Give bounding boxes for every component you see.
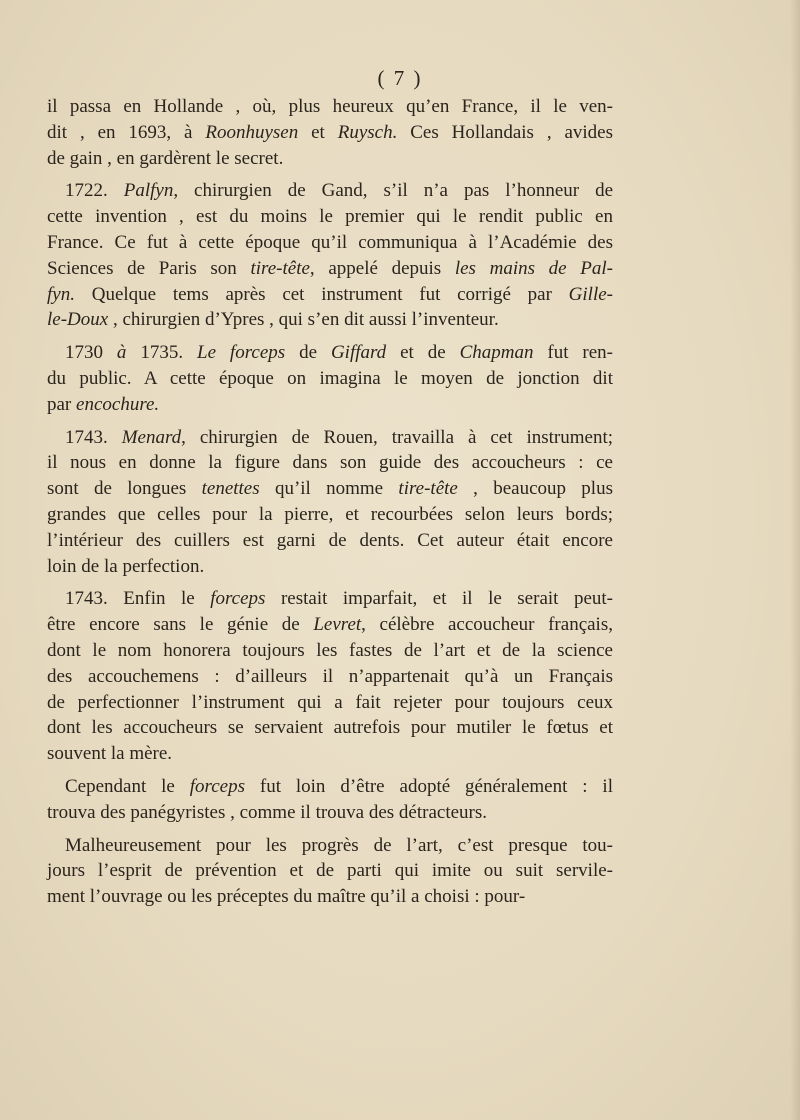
text-line: cette invention , est du moins le premier qui le rendit public en bbox=[47, 206, 613, 228]
text-line: grandes que celles pour la pierre, et recourbées selon leurs bords; bbox=[47, 503, 613, 525]
text-line: de gain , en gardèrent le secret. bbox=[47, 147, 284, 169]
italic-term: à bbox=[116, 342, 127, 364]
text-line: Cependant le forceps fut loin d’être adopté généralement : il bbox=[65, 775, 613, 797]
text-line: du public. A cette époque on imagina le moyen de jonction dit bbox=[47, 367, 613, 389]
italic-term: Gille- bbox=[568, 283, 613, 305]
italic-term: Le forceps bbox=[197, 342, 286, 364]
text-line: l’intérieur des cuillers est garni de dents. Cet auteur était encore bbox=[47, 529, 613, 551]
paragraph bbox=[47, 94, 613, 171]
text-line: France. Ce fut à cette époque qu’il communiqua à l’Académie des bbox=[47, 231, 613, 253]
text-line: sont de longues tenettes qu’il nomme tire-tête , beaucoup plus bbox=[47, 478, 613, 500]
italic-term: tenettes bbox=[201, 478, 260, 500]
italic-term: Levret bbox=[313, 614, 362, 636]
italic-term: Roonhuysen bbox=[205, 121, 299, 143]
italic-term: encochure. bbox=[76, 393, 160, 415]
page-edge-shadow bbox=[790, 0, 800, 1120]
paragraph bbox=[47, 833, 613, 910]
text-line: 1730 à 1735. Le forceps de Giffard et de Chapman fut ren- bbox=[65, 342, 614, 364]
text-line: fyn. Quelque tems après cet instrument fut corrigé par Gille- bbox=[47, 283, 613, 305]
italic-term: fyn. bbox=[47, 283, 75, 305]
italic-term: Palfyn bbox=[123, 180, 174, 202]
italic-term: forceps bbox=[210, 588, 266, 610]
text-line: dont le nom honorera toujours les fastes de l’art et de la science bbox=[47, 639, 613, 661]
text-line: 1743. Menard, chirurgien de Rouen, travailla à cet instrument; bbox=[65, 426, 613, 448]
italic-term: Menard bbox=[121, 426, 182, 448]
text-line: par encochure. bbox=[47, 393, 160, 415]
italic-term: forceps bbox=[189, 775, 245, 797]
italic-term: Ruysch. bbox=[337, 121, 398, 143]
body-text bbox=[47, 94, 613, 910]
italic-term: tire-tête bbox=[398, 478, 458, 500]
text-line: ment l’ouvrage ou les préceptes du maître qu’il a choisi : pour- bbox=[47, 886, 526, 908]
text-line: être encore sans le génie de Levret, célèbre accoucheur français, bbox=[47, 614, 613, 636]
text-line: dont les accoucheurs se servaient autrefois pour mutiler le fœtus et bbox=[47, 717, 613, 739]
text-line: loin de la perfection. bbox=[47, 555, 205, 577]
italic-term: Chapman bbox=[459, 342, 534, 364]
text-line: jours l’esprit de prévention et de parti qui imite ou suit servile- bbox=[47, 860, 613, 882]
text-line: il nous en donne la figure dans son guide des accoucheurs : ce bbox=[47, 452, 613, 474]
text-line: dit , en 1693, à Roonhuysen et Ruysch. Ces Hollandais , avides bbox=[47, 121, 613, 143]
paragraph bbox=[47, 178, 613, 333]
text-line: 1743. Enfin le forceps restait imparfait, et il le serait peut- bbox=[65, 588, 613, 610]
text-line: Malheureusement pour les progrès de l’art, c’est presque tou- bbox=[65, 834, 613, 856]
paragraph bbox=[47, 340, 613, 417]
paragraph bbox=[47, 774, 613, 826]
text-line: trouva des panégyristes , comme il trouva des détracteurs. bbox=[47, 801, 488, 823]
text-line: de perfectionner l’instrument qui a fait rejeter pour toujours ceux bbox=[47, 691, 613, 713]
italic-term: tire-tête bbox=[250, 257, 310, 279]
text-line: 1722. Palfyn, chirurgien de Gand, s’il n’a pas l’honneur de bbox=[65, 180, 613, 202]
text-line: il passa en Hollande , où, plus heureux qu’en France, il le ven- bbox=[47, 96, 613, 117]
page-number: ( 7 ) bbox=[377, 66, 423, 90]
text-line: le-Doux , chirurgien d’Ypres , qui s’en dit aussi l’inventeur. bbox=[47, 309, 499, 331]
text-line: Sciences de Paris son tire-tête, appelé depuis les mains de Pal- bbox=[47, 257, 613, 279]
italic-term: les mains de Pal- bbox=[454, 257, 613, 279]
italic-term: Giffard bbox=[330, 342, 387, 364]
text-line: des accouchemens : d’ailleurs il n’appartenait qu’à un Français bbox=[47, 665, 613, 687]
text-line: souvent la mère. bbox=[47, 743, 173, 765]
italic-term: le-Doux bbox=[47, 309, 109, 331]
paragraph bbox=[47, 586, 613, 767]
paragraph bbox=[47, 425, 613, 580]
